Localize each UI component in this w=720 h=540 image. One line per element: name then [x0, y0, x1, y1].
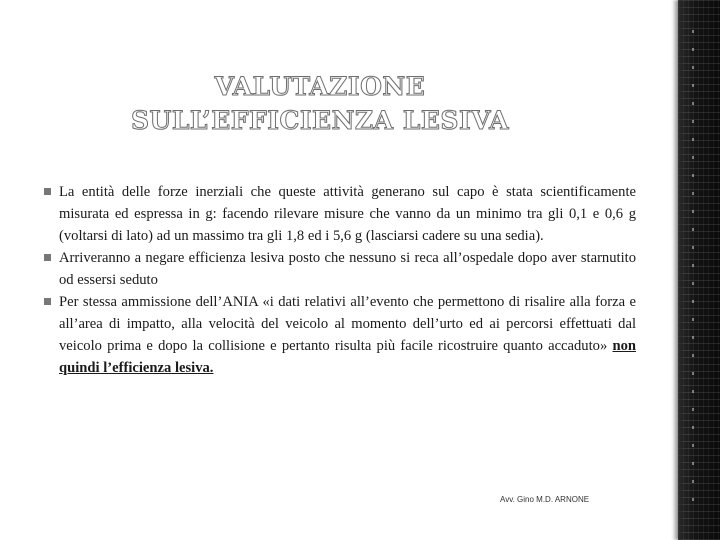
bullet-item-2	[44, 247, 636, 291]
author-signature: Avv. Gino M.D. ARNONE	[500, 495, 590, 504]
decorative-side-band	[678, 0, 720, 540]
slide-title	[80, 70, 560, 138]
bullet-text-3: Per stessa ammissione dell’ANIA «i dati relativi all’evento che permettono di risalire alla forza e all’area di impatto, alla velocità del veicolo al momento dell’urto ed ai percorsi effettuati dal veicolo prima e dopo la collisione e pertanto risulta più facile ricostruire quanto accaduto»	[59, 294, 636, 354]
bullet-item-3	[44, 291, 636, 379]
square-bullet-icon	[44, 254, 51, 261]
bullet-text-1: La entità delle forze inerziali che queste attività generano sul capo è stata scientificamente misurata ed espressa in g: facendo rilevare misure che vanno da un minimo tra gli 0,1 e 0,6 g (voltarsi di lato) ad un massimo tra gli 1,8 ed i 5,6 g (lasciarsi cadere su una sedia).	[59, 184, 636, 244]
bullet-text-2: Arriveranno a negare efficienza lesiva posto che nessuno si reca all’ospedale dopo aver starnutito od essersi seduto	[59, 250, 636, 288]
square-bullet-icon	[44, 298, 51, 305]
square-bullet-icon	[44, 188, 51, 195]
bullet-emphasis-3: non quindi l’efficienza lesiva.	[59, 338, 637, 376]
bullet-list	[44, 181, 636, 379]
slide-title-line-1: VALUTAZIONE	[214, 72, 426, 101]
bullet-item-1	[44, 181, 636, 247]
slide-title-line-2: SULL’EFFICIENZA LESIVA	[130, 106, 510, 135]
